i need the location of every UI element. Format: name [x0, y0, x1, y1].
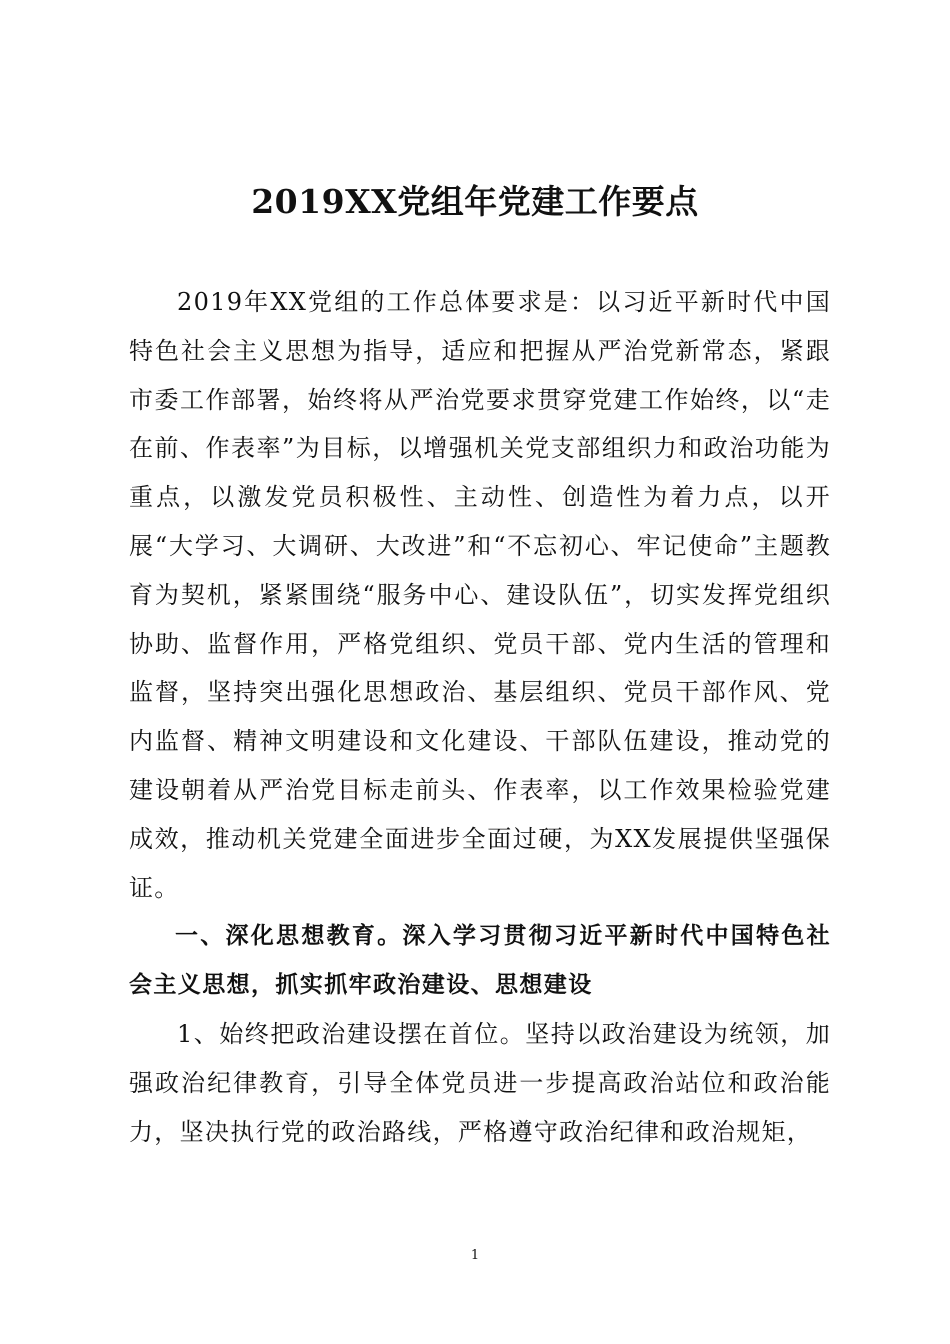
page-number: 1 — [470, 1248, 480, 1263]
document-body — [129, 278, 831, 1156]
section-heading-1: 一、深化思想教育。深入学习贯彻习近平新时代中国特色社会主义思想，抓实抓牢政治建设、思想建设 — [129, 923, 831, 999]
item-paragraph-1: 1、始终把政治建设摆在首位。坚持以政治建设为统领，加强政治纪律教育，引导全体党员进一步提高政治站位和政治能力，坚决执行党的政治路线，严格遵守政治纪律和政治规矩， — [129, 1019, 831, 1146]
intro-paragraph: 2019年XX党组的工作总体要求是：以习近平新时代中国特色社会主义思想为指导，适应和把握从严治党新常态，紧跟市委工作部署，始终将从严治党要求贯穿党建工作始终，以“走在前、作表率”为目标，以增强机关党支部组织力和政治功能为重点，以激发党员积极性、主动性、创造性为着力点，以开展“大学习、大调研、大改进”和“不忘初心、牢记使命”主题教育为契机，紧紧围绕“服务中心、建设队伍”，切实发挥党组织协助、监督作用，严格党组织、党员干部、党内生活的管理和监督，坚持突出强化思想政治、基层组织、党员干部作风、党内监督、精神文明建设和文化建设、干部队伍建设，推动党的建设朝着从严治党目标走前头、作表率，以工作效果检验党建成效，推动机关党建全面进步全面过硬，为XX发展提供坚强保证。 — [129, 288, 831, 902]
document-title: 2019XX党组年党建工作要点 — [251, 182, 699, 221]
